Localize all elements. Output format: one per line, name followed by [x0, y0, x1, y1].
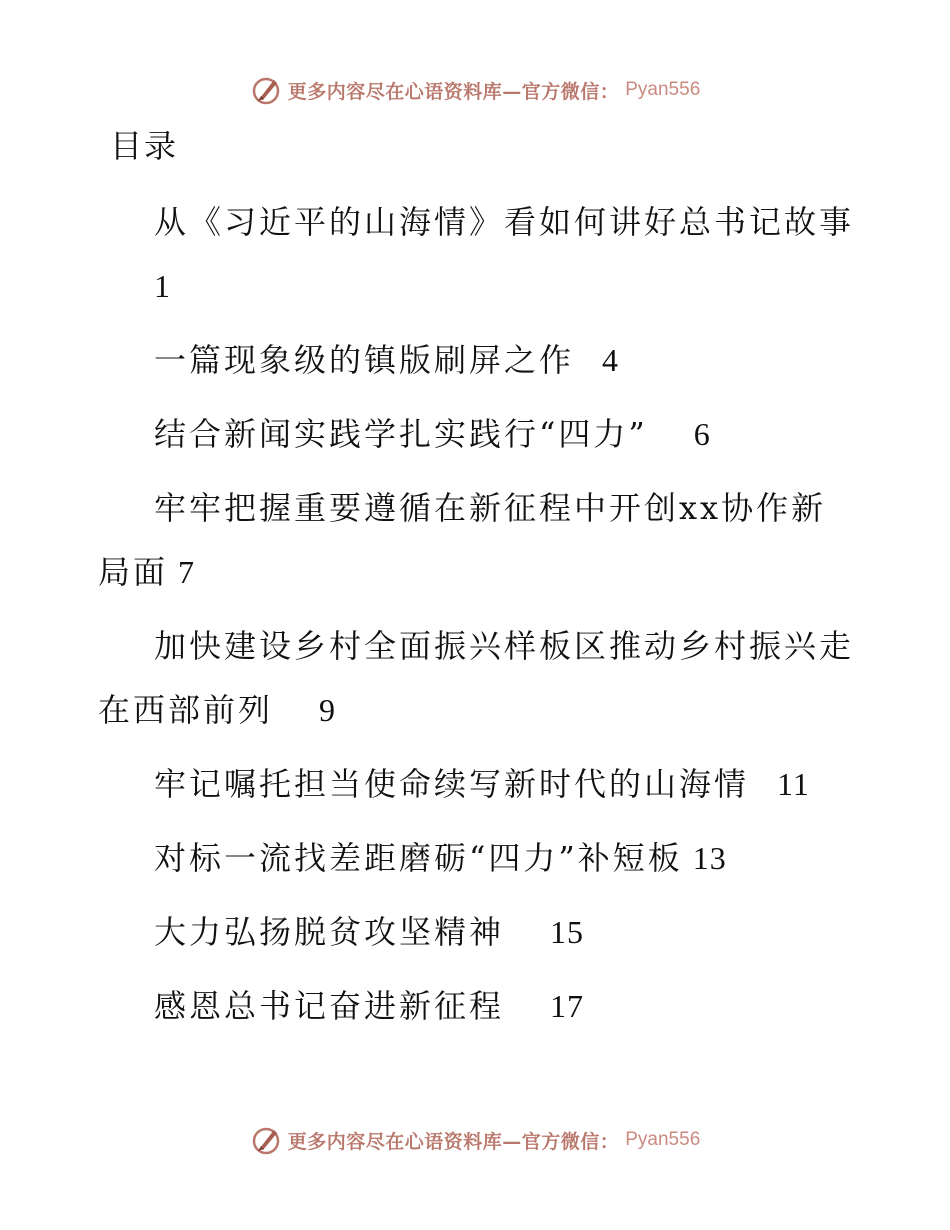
toc-entry[interactable]	[98, 190, 858, 318]
toc-entry-title: 牢记嘱托担当使命续写新时代的山海情	[154, 765, 750, 803]
toc-entry-page: 7	[178, 554, 196, 590]
toc-entry-page: 17	[550, 988, 585, 1024]
toc-entry[interactable]	[98, 402, 858, 466]
banner-text: 更多内容尽在心语资料库—官方微信：	[287, 80, 620, 103]
toc-entry-page: 4	[602, 342, 620, 378]
toc-entry[interactable]	[98, 328, 858, 392]
quill-pen-logo-icon	[250, 1124, 282, 1156]
toc-entry-page: 13	[692, 840, 727, 876]
toc-entry-page: 11	[777, 766, 810, 802]
toc-entry[interactable]	[98, 476, 858, 604]
banner-wechat-id: Pyan556	[625, 79, 701, 100]
toc-entry-title: 牢牢把握重要遵循在新征程中开创xx协作新局面	[98, 489, 827, 591]
toc-entry[interactable]	[98, 826, 858, 890]
toc-entry-title: 对标一流找差距磨砺“四力”补短板	[154, 839, 683, 877]
toc-title: 目录	[110, 127, 179, 165]
header-banner	[0, 70, 950, 110]
toc-entry-title: 结合新闻实践学扎实践行“四力”	[154, 415, 648, 453]
toc-entry-title: 从《习近平的山海情》看如何讲好总书记故事	[154, 203, 855, 241]
toc-entry[interactable]	[98, 614, 858, 742]
toc-entry-page: 15	[550, 914, 585, 950]
banner-wechat-id: Pyan556	[625, 1129, 701, 1150]
table-of-contents	[98, 190, 858, 1048]
toc-entry-title: 加快建设乡村全面振兴样板区推动乡村振兴走在西部前列	[98, 627, 855, 729]
toc-entry-title: 大力弘扬脱贫攻坚精神	[154, 913, 505, 951]
toc-entry-page: 1	[154, 268, 171, 304]
footer-banner	[0, 1120, 950, 1160]
toc-entry-title: 感恩总书记奋进新征程	[154, 987, 505, 1025]
toc-entry-page: 6	[693, 416, 711, 452]
toc-entry-page: 9	[319, 692, 337, 728]
toc-entry[interactable]	[98, 752, 858, 816]
quill-pen-logo-icon	[250, 74, 282, 106]
banner-text: 更多内容尽在心语资料库—官方微信：	[287, 1130, 620, 1153]
toc-entry[interactable]	[98, 974, 858, 1038]
toc-entry-title: 一篇现象级的镇版刷屏之作	[154, 341, 575, 379]
toc-entry[interactable]	[98, 900, 858, 964]
